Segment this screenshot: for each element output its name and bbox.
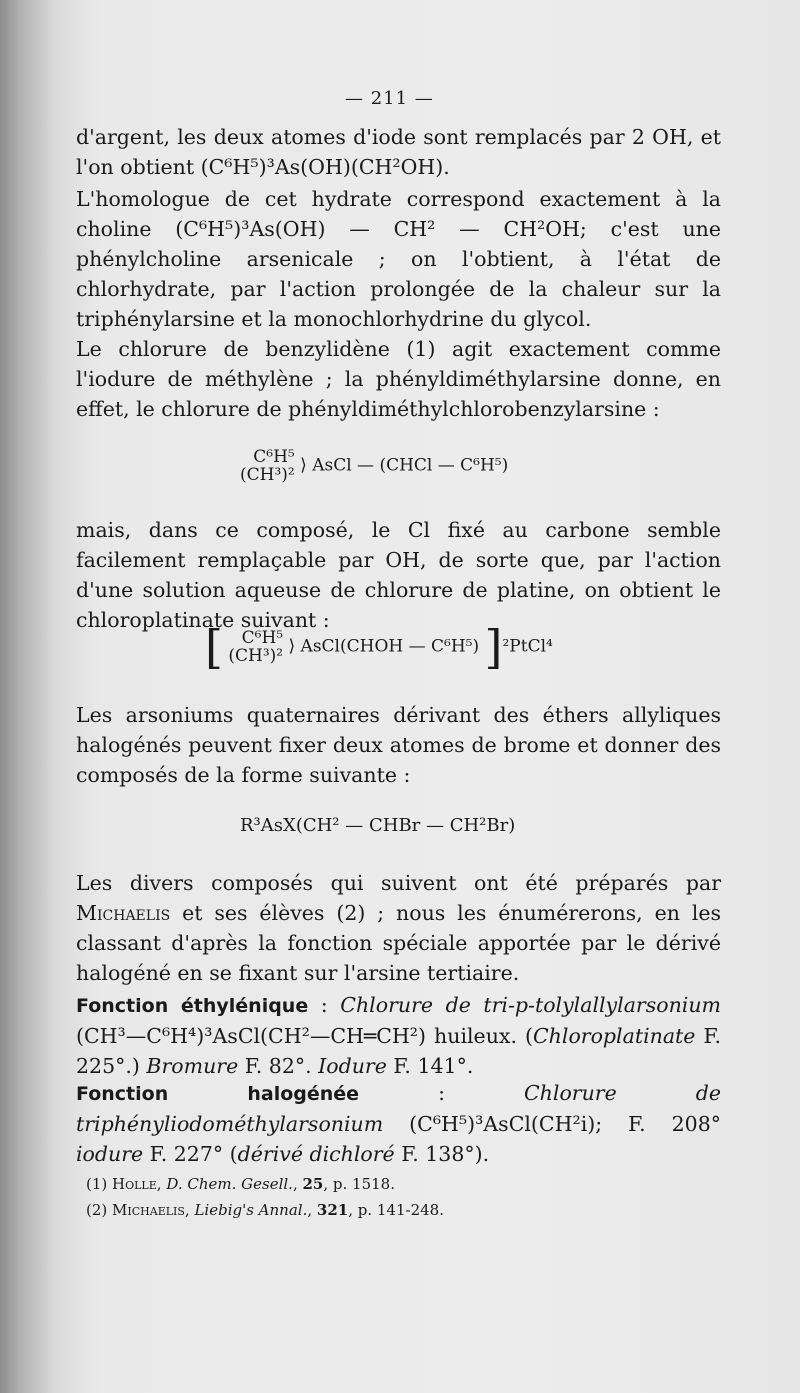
formula-2-rest: AsCl(CHOH — C⁶H⁵) [300,636,480,657]
formula-2-open-bracket: [ [205,620,223,674]
paragraph-6 [76,868,721,988]
paragraph-2: L'homologue de cet hydrate correspond exactement à la choline (C⁶H⁵)³As(OH) — CH² — CH²OH; c'est une phénylcholine arsenicale ; on l'obtient, à l'état de chlorhydrate, par l'action prolongée de la chaleur sur la triphénylarsine et la monochlorhydrine du glycol. [76,187,721,331]
paragraph-8-italic-3: dérivé dichloré [237,1142,395,1166]
page-number: — 211 — [345,88,434,109]
footnote-1-number: (1) [86,1175,108,1193]
paragraph-8-heading: Fonction halogénée [76,1083,360,1105]
paragraph-6-author: Michaelis [76,901,171,925]
footnote-1 [86,1172,395,1196]
paragraph-8-text-2: F. 227° ( [143,1142,238,1166]
paragraph-8-text-3: F. 138°). [394,1142,490,1166]
formula-2-close-bracket: ] [484,620,503,674]
footnote-1-volume: 25 [302,1175,324,1193]
formula-2-top: C⁶H⁵ [241,628,284,648]
formula-1-symbol: ⟩ [300,455,307,476]
paragraph-5: Les arsoniums quaternaires dérivant des éthers allyliques halogénés peuvent fixer deux atomes de brome et donner des composés de la forme suivante : [76,703,721,787]
paragraph-6-text-a: Les divers composés qui suivent ont été préparés par [76,871,721,895]
footnote-1-sep-a: , [156,1175,167,1193]
paragraph-8-italic-2: iodure [76,1142,144,1166]
formula-2-stack [228,629,283,665]
paragraph-7-sep: : [308,993,341,1017]
paragraph-7-italic-1: Chlorure de tri-p-tolylallylarsonium [340,993,721,1017]
footnote-2-number: (2) [86,1201,108,1219]
formula-2-bottom: (CH³)² [228,646,284,666]
paragraph-7-text-4: F. 141°. [386,1054,474,1078]
paragraph-7-italic-4: Iodure [318,1054,387,1078]
paragraph-7-text-3: F. 82°. [238,1054,319,1078]
paragraph-7-italic-3: Bromure [146,1054,239,1078]
paragraph-8-sep: : [359,1081,524,1105]
formula-2-tail: ²PtCl⁴ [502,636,553,657]
footnote-2-sep-b: , [307,1201,317,1219]
footnote-1-sep-b: , [292,1175,303,1193]
paragraph-7 [76,990,721,1081]
paragraph-7-text-1: (CH³—C⁶H⁴)³AsCl(CH²—CH═CH²) huileux. ( [76,1024,533,1048]
footnote-2-pages: , p. 141-248. [348,1201,444,1219]
formula-1-rest: AsCl — (CHCl — C⁶H⁵) [312,455,509,476]
formula-2 [205,620,553,674]
paragraph-1: d'argent, les deux atomes d'iode sont remplacés par 2 OH, et l'on obtient (C⁶H⁵)³As(OH)(CH²OH). [76,125,721,179]
footnote-2 [86,1198,444,1222]
paragraph-7-heading: Fonction éthylénique [76,995,309,1017]
footnote-1-author: Holle [112,1175,157,1193]
formula-1-stack [240,448,295,484]
formula-1 [240,448,508,484]
formula-2-symbol: ⟩ [288,636,296,657]
footnote-1-pages: , p. 1518. [323,1175,395,1193]
paragraph-8 [76,1078,721,1169]
paragraph-4: mais, dans ce composé, le Cl fixé au carbone semble facilement remplaçable par OH, de sorte que, par l'action d'une solution aqueuse de chlorure de platine, on obtient le chloroplatinate suivant : [76,518,721,632]
paragraph-8-text-1: (C⁶H⁵)³AsCl(CH²i); F. 208° [383,1112,721,1136]
formula-1-top: C⁶H⁵ [253,447,295,467]
footnote-1-journal: D. Chem. Gesell. [166,1175,293,1193]
formula-3: R³AsX(CH² — CHBr — CH²Br) [240,815,516,836]
paragraph-8-italic-1: Chlorure de triphényliodométhylarsonium [76,1081,721,1136]
paragraph-7-italic-2: Chloroplatinate [533,1024,696,1048]
footnote-2-journal: Liebig's Annal. [194,1201,308,1219]
formula-1-bottom: (CH³)² [240,465,295,485]
paragraph-6-text-b: et ses élèves (2) ; nous les énumérerons, en les classant d'après la fonction spéciale apportée par le dérivé halogéné en se fixant sur l'arsine tertiaire. [76,901,721,985]
footnote-2-sep-a: , [184,1201,195,1219]
footnote-2-volume: 321 [316,1201,349,1219]
footnote-2-author: Michaelis [112,1201,185,1219]
paragraph-7-text-2: F. 225°.) [76,1024,721,1078]
paragraph-3: Le chlorure de benzylidène (1) agit exactement comme l'iodure de méthylène ; la phényldiméthylarsine donne, en effet, le chlorure de phényldiméthylchlorobenzylarsine : [76,337,721,421]
